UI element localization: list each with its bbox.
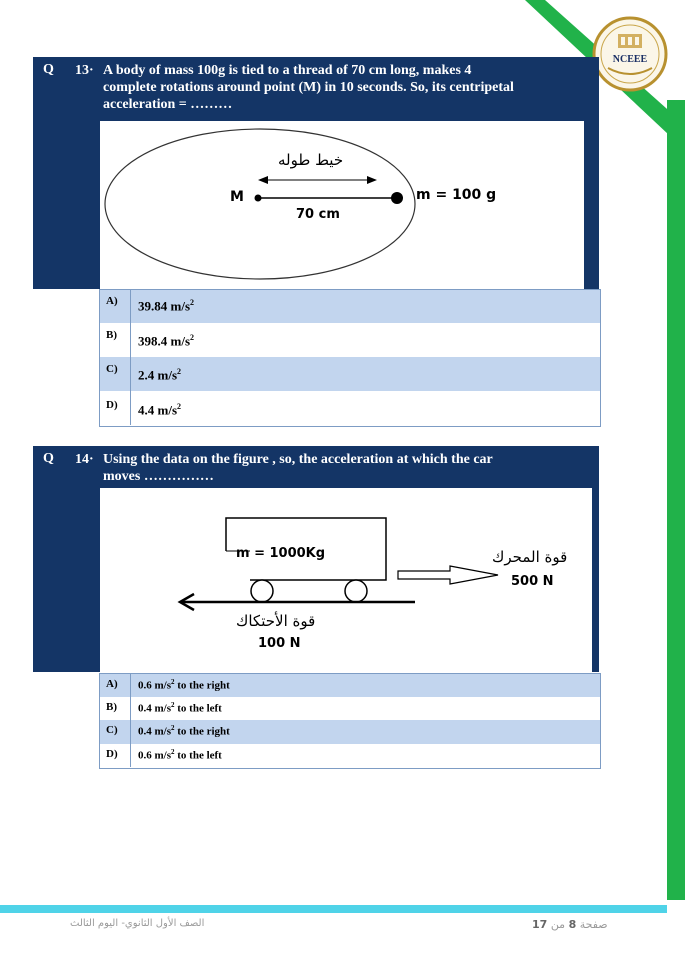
- option-d-text: 0.6 $m/s^2$ to the left: [138, 748, 222, 762]
- question-14-line-1: Using the data on the figure , so, the acceleration at which the car: [103, 452, 493, 467]
- question-13-line-1: A body of mass 100g is tied to a thread of 70 cm long, makes 4: [103, 63, 472, 78]
- page-total: 17: [532, 918, 548, 931]
- option-b-text: 398.4 $m/s^2$: [138, 333, 194, 349]
- length-arrow-left-icon: [258, 176, 268, 184]
- point-m-label: M: [230, 189, 244, 205]
- logo-text: NCEEE: [612, 54, 648, 65]
- footer-left-text: الصف الأول الثانوي- اليوم الثالث: [70, 918, 205, 929]
- option-d[interactable]: D) 0.6 $m/s^2$ to the left: [100, 744, 600, 767]
- option-c[interactable]: C) 2.4 $m/s^2$: [100, 357, 600, 392]
- page-word: صفحة: [579, 918, 608, 931]
- car-wheel-left: [251, 580, 273, 602]
- option-a-text: 0.6 $m/s^2$ to the right: [138, 678, 230, 692]
- question-number: 13·: [75, 63, 94, 78]
- question-13-block: [33, 57, 599, 289]
- orbit-ellipse: [105, 129, 415, 279]
- orbit-diagram: [100, 121, 584, 289]
- thread-label: خيط طوله: [278, 151, 344, 169]
- option-a[interactable]: A) 0.6 $m/s^2$ to the right: [100, 674, 600, 698]
- option-a[interactable]: A) 39.84 $m/s^2$: [100, 290, 600, 324]
- question-label: Q: [43, 62, 54, 77]
- length-arrow-right-icon: [367, 176, 377, 184]
- engine-force-arrow-icon: [398, 566, 498, 584]
- question-14-figure: [100, 488, 592, 672]
- friction-force-value: 100 N: [258, 636, 301, 651]
- ncee-logo: [590, 14, 670, 94]
- friction-force-label: قوة الأحتكاك: [236, 612, 316, 630]
- car-mass-label: m = 1000Kg: [236, 546, 326, 561]
- question-14-line-2: moves ……………: [103, 469, 214, 484]
- option-c-text: 0.4 $m/s^2$ to the right: [138, 724, 230, 738]
- option-d[interactable]: D) 4.4 $m/s^2$: [100, 391, 600, 425]
- option-c-text: 2.4 $m/s^2$: [138, 367, 181, 383]
- option-b[interactable]: B) 0.4 $m/s^2$ to the left: [100, 697, 600, 721]
- question-14-block: [33, 446, 599, 672]
- mass-ball: [391, 192, 403, 204]
- question-number: 14·: [75, 452, 94, 467]
- length-label: 70 cm: [296, 207, 340, 222]
- question-14-options: [99, 673, 601, 769]
- option-c[interactable]: C) 0.4 $m/s^2$ to the right: [100, 720, 600, 745]
- engine-force-value: 500 N: [511, 574, 554, 589]
- mass-label: m = 100 g: [416, 187, 497, 203]
- option-a-text: 39.84 $m/s^2$: [138, 298, 194, 314]
- car-wheel-right: [345, 580, 367, 602]
- engine-force-label: قوة المحرك: [492, 548, 568, 566]
- option-d-text: 4.4 $m/s^2$: [138, 402, 181, 418]
- question-label: Q: [43, 451, 54, 466]
- page-of: من: [550, 918, 566, 931]
- center-point-m: [255, 195, 262, 202]
- question-13-line-2: complete rotations around point (M) in 10 seconds. So, its centripetal: [103, 80, 514, 95]
- footer-page-info: [532, 918, 608, 931]
- option-b[interactable]: B) 398.4 $m/s^2$: [100, 323, 600, 358]
- option-b-text: 0.4 $m/s^2$ to the left: [138, 701, 222, 715]
- question-13-line-3: acceleration = ………: [103, 97, 233, 112]
- question-13-options: [99, 289, 601, 427]
- question-13-figure: [100, 121, 584, 289]
- page-current: 8: [568, 918, 577, 931]
